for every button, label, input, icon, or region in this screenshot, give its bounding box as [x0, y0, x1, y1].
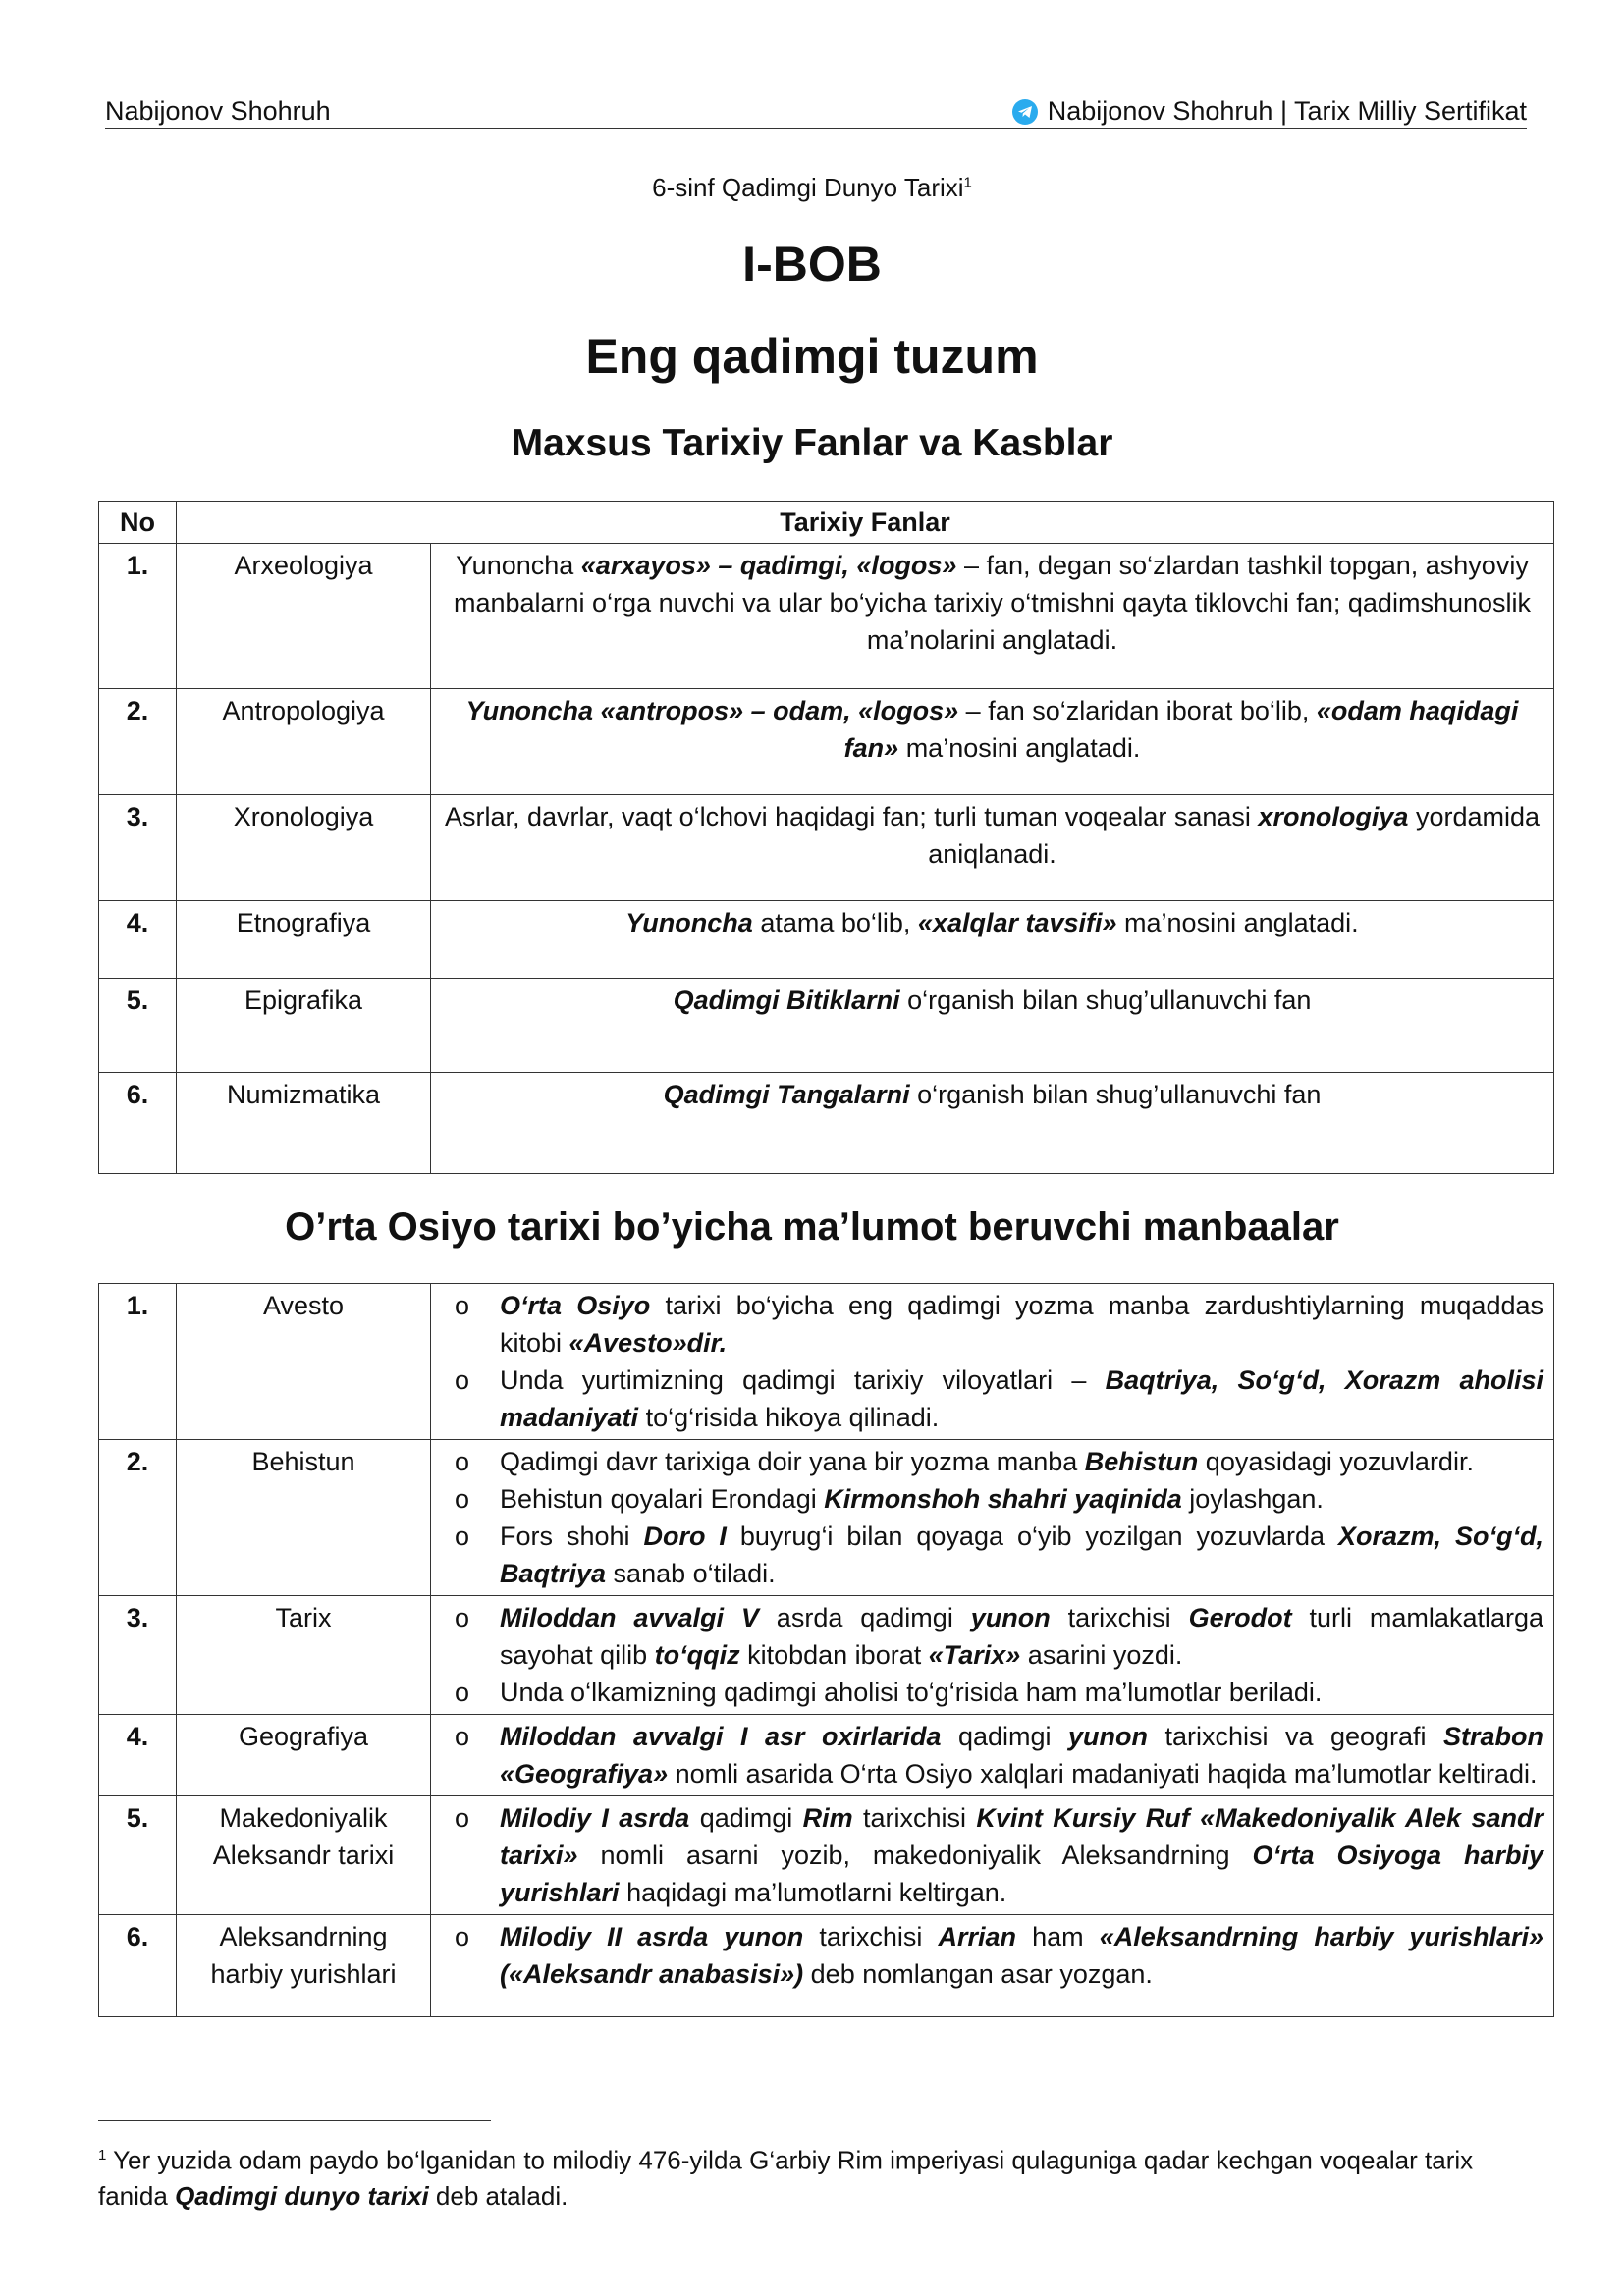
footnote-ref[interactable]: 1 [963, 174, 972, 191]
text-run: deb nomlangan asar yozgan. [803, 1959, 1153, 1989]
list-item [441, 1918, 1543, 1993]
emphasis-text: Kvint Kursiy Ruf «Makedoniyalik Alek sandr tarixi» [500, 1803, 1543, 1870]
source-description [431, 1440, 1554, 1596]
emphasis-text: Yunoncha «antropos» – odam, «logos» [465, 696, 959, 725]
text-run: ma’nosini anglatadi. [898, 733, 1141, 763]
text-run: qadimgi [689, 1803, 803, 1833]
table-body [99, 1284, 1554, 2017]
table-row [99, 1284, 1554, 1440]
section-heading-sciences: Maxsus Tarixiy Fanlar va Kasblar [511, 422, 1113, 464]
science-name: Antropologiya [177, 689, 431, 795]
text-run: ma’nosini anglatadi. [1116, 908, 1359, 937]
table-header-row [99, 502, 1554, 544]
text-run: haqidagi ma’lumotlarni keltirgan. [619, 1878, 1007, 1907]
bullet-list [441, 1918, 1543, 1993]
emphasis-text: Qadimgi Bitiklarni [673, 986, 900, 1015]
emphasis-text: Yunoncha [625, 908, 753, 937]
table-row [99, 1715, 1554, 1796]
emphasis-text: «arxayos» – qadimgi, «logos» [580, 551, 957, 580]
table-row [99, 1596, 1554, 1715]
text-run: – fan so‘zlaridan iborat bo‘lib, [958, 696, 1317, 725]
source-description [431, 1596, 1554, 1715]
list-item [441, 1287, 1543, 1362]
page-header [105, 96, 1527, 129]
emphasis-text: Strabon «Geografiya» [500, 1722, 1544, 1789]
emphasis-text: Doro I [643, 1522, 727, 1551]
table-row [99, 901, 1554, 979]
table-row [99, 979, 1554, 1073]
footnote-text [98, 2146, 1473, 2211]
bullet-list [441, 1287, 1543, 1436]
source-description [431, 1284, 1554, 1440]
footnote [98, 2138, 1532, 2214]
text-run: qadimgi [941, 1722, 1069, 1751]
text-run: Behistun qoyalari Erondagi [500, 1484, 825, 1514]
emphasis-text: yunon [970, 1603, 1051, 1632]
emphasis-text: «Avesto»dir. [568, 1328, 728, 1358]
table-row [99, 1440, 1554, 1596]
row-number: 1. [99, 1284, 177, 1440]
text-run: Unda o‘lkamizning qadimgi aholisi to‘g‘risida ham ma’lumotlar beriladi. [500, 1678, 1323, 1707]
emphasis-text: Xorazm, So‘g‘d, Baqtriya [500, 1522, 1543, 1588]
row-number: 4. [99, 1715, 177, 1796]
table-row [99, 689, 1554, 795]
text-run: buyrug‘i bilan qoyaga o‘yib yozilgan yozuvlarda [726, 1522, 1338, 1551]
science-description [431, 1073, 1554, 1174]
text-run: to‘g‘risida hikoya qilinadi. [638, 1403, 940, 1432]
row-number: 2. [99, 1440, 177, 1596]
row-number: 1. [99, 544, 177, 689]
header-channel-text: Nabijonov Shohruh | Tarix Milliy Sertifikat [1047, 96, 1527, 126]
text-run: atama bo‘lib, [752, 908, 918, 937]
text-run: turli mamlakatlarga sayohat qilib [500, 1603, 1543, 1670]
emphasis-text: Arrian [938, 1922, 1016, 1951]
source-description [431, 1915, 1554, 2017]
row-number: 3. [99, 1596, 177, 1715]
science-name: Etnografiya [177, 901, 431, 979]
row-number: 3. [99, 795, 177, 901]
text-run: nomli asarni yozib, makedoniyalik Aleksandrning [577, 1841, 1253, 1870]
list-item [441, 1799, 1543, 1911]
emphasis-text: Qadimgi dunyo tarixi [175, 2180, 429, 2211]
text-run: tarixchisi [1050, 1603, 1189, 1632]
table-row [99, 544, 1554, 689]
emphasis-text: yunon [1068, 1722, 1149, 1751]
list-item [441, 1443, 1543, 1480]
emphasis-text: Miloddan avvalgi V [500, 1603, 759, 1632]
emphasis-text: O‘rta Osiyo [500, 1291, 651, 1320]
table-body [99, 544, 1554, 1174]
text-run: Yer yuzida odam paydo bo‘lganidan to milodiy 476-yilda G‘arbiy Rim imperiyasi qulaguniga qadar kechgan voqealar tarix fanida [98, 2145, 1474, 2211]
science-name: Xronologiya [177, 795, 431, 901]
emphasis-text: to‘qqiz [654, 1640, 740, 1670]
text-run: asarini yozdi. [1020, 1640, 1183, 1670]
science-name: Epigrafika [177, 979, 431, 1073]
text-run: asrda qadimgi [758, 1603, 971, 1632]
footnote-divider [98, 2120, 491, 2121]
source-name: Avesto [177, 1284, 431, 1440]
science-description [431, 689, 1554, 795]
source-name: Behistun [177, 1440, 431, 1596]
emphasis-text: Kirmonshoh shahri yaqinida [824, 1484, 1182, 1514]
header-author: Nabijonov Shohruh [105, 96, 331, 126]
bullet-list [441, 1799, 1543, 1911]
science-name: Arxeologiya [177, 544, 431, 689]
list-item [441, 1480, 1543, 1518]
row-number: 5. [99, 1796, 177, 1915]
bullet-list [441, 1443, 1543, 1592]
col-header-no: No [99, 502, 177, 544]
text-run: o‘rganish bilan shug’ullanuvchi fan [909, 1080, 1322, 1109]
text-run: joylashgan. [1181, 1484, 1324, 1514]
table-row [99, 1073, 1554, 1174]
row-number: 4. [99, 901, 177, 979]
emphasis-text: Miloddan avvalgi I asr oxirlarida [500, 1722, 942, 1751]
row-number: 2. [99, 689, 177, 795]
emphasis-text: Baqtriya, So‘g‘d, Xorazm aholisi madaniyati [500, 1365, 1543, 1432]
text-run: sanab o‘tiladi. [606, 1559, 776, 1588]
telegram-icon [1012, 99, 1038, 125]
text-run: yordamida aniqlanadi. [928, 802, 1541, 869]
source-name: Aleksandrning harbiy yurishlari [177, 1915, 431, 2017]
list-item [441, 1362, 1543, 1436]
text-run: Qadimgi davr tarixiga doir yana bir yozma manba [500, 1447, 1085, 1476]
source-name: Geografiya [177, 1715, 431, 1796]
document-subtitle [0, 173, 1624, 203]
text-run: Asrlar, davrlar, vaqt o‘lchovi haqidagi fan; turli tuman voqealar sanasi [444, 802, 1259, 831]
text-run: Fors shohi [500, 1522, 644, 1551]
source-name: Makedoniyalik Aleksandr tarixi [177, 1796, 431, 1915]
source-description [431, 1796, 1554, 1915]
emphasis-text: «Aleksandrning harbiy yurishlari» («Aleksandr anabasisi») [500, 1922, 1543, 1989]
page-title: Eng qadimgi tuzum [585, 329, 1039, 384]
text-run: tarixi bo‘yicha eng qadimgi yozma manba zardushtiylarning muqaddas kitobi [500, 1291, 1544, 1358]
emphasis-text: xronologiya [1258, 802, 1409, 831]
emphasis-text: O‘rta Osiyoga harbiy yurishlari [500, 1841, 1543, 1907]
list-item [441, 1718, 1543, 1792]
historical-sciences-table [98, 501, 1554, 1174]
list-item [441, 1674, 1543, 1711]
text-run: nomli asarida O‘rta Osiyo xalqlari madaniyati haqida ma’lumotlar keltiradi. [668, 1759, 1538, 1789]
row-number: 6. [99, 1073, 177, 1174]
bullet-list [441, 1599, 1543, 1711]
text-run: tarixchisi [852, 1803, 977, 1833]
text-run: Unda yurtimizning qadimgi tarixiy viloyatlari – [500, 1365, 1106, 1395]
text-run: o‘rganish bilan shug’ullanuvchi fan [899, 986, 1312, 1015]
header-channel[interactable] [1012, 96, 1527, 127]
table-row [99, 795, 1554, 901]
sources-table [98, 1283, 1554, 2017]
text-run: qoyasidagi yozuvlardir. [1198, 1447, 1474, 1476]
section-heading-sources: O’rta Osiyo tarixi bo’yicha ma’lumot beruvchi manbaalar [285, 1205, 1339, 1249]
table-row [99, 1796, 1554, 1915]
science-description [431, 795, 1554, 901]
bullet-list [441, 1718, 1543, 1792]
source-description [431, 1715, 1554, 1796]
text-run: kitobdan iborat [739, 1640, 929, 1670]
emphasis-text: Behistun [1084, 1447, 1199, 1476]
chapter-heading: I-BOB [742, 237, 882, 292]
source-name: Tarix [177, 1596, 431, 1715]
text-run: ham [1016, 1922, 1100, 1951]
text-run: deb ataladi. [428, 2180, 568, 2211]
emphasis-text: Gerodot [1188, 1603, 1292, 1632]
list-item [441, 1518, 1543, 1592]
emphasis-text: «Tarix» [928, 1640, 1021, 1670]
science-description [431, 979, 1554, 1073]
emphasis-text: Rim [802, 1803, 853, 1833]
table-row [99, 1915, 1554, 2017]
row-number: 6. [99, 1915, 177, 2017]
text-run: tarixchisi [803, 1922, 939, 1951]
emphasis-text: Milodiy I asrda [500, 1803, 690, 1833]
science-description [431, 901, 1554, 979]
science-name: Numizmatika [177, 1073, 431, 1174]
subtitle-text: 6-sinf Qadimgi Dunyo Tarixi [652, 173, 964, 202]
text-run: – fan, degan so‘zlardan tashkil topgan, ashyoviy manbalarni o‘rga nuvchi va ular bo‘yicha tarixiy o‘tmishni qayta tiklovchi fan; qadimshunoslik ma’nolarini anglatadi. [453, 551, 1532, 655]
text-run: tarixchisi va geografi [1148, 1722, 1443, 1751]
emphasis-text: Qadimgi Tangalarni [663, 1080, 910, 1109]
emphasis-text: Milodiy II asrda yunon [500, 1922, 804, 1951]
footnote-mark: 1 [98, 2147, 107, 2163]
emphasis-text: «xalqlar tavsifi» [917, 908, 1117, 937]
list-item [441, 1599, 1543, 1674]
row-number: 5. [99, 979, 177, 1073]
emphasis-text: «odam haqidagi fan» [843, 696, 1519, 763]
col-header-sciences: Tarixiy Fanlar [177, 502, 1554, 544]
text-run: Yunoncha [456, 551, 581, 580]
science-description [431, 544, 1554, 689]
